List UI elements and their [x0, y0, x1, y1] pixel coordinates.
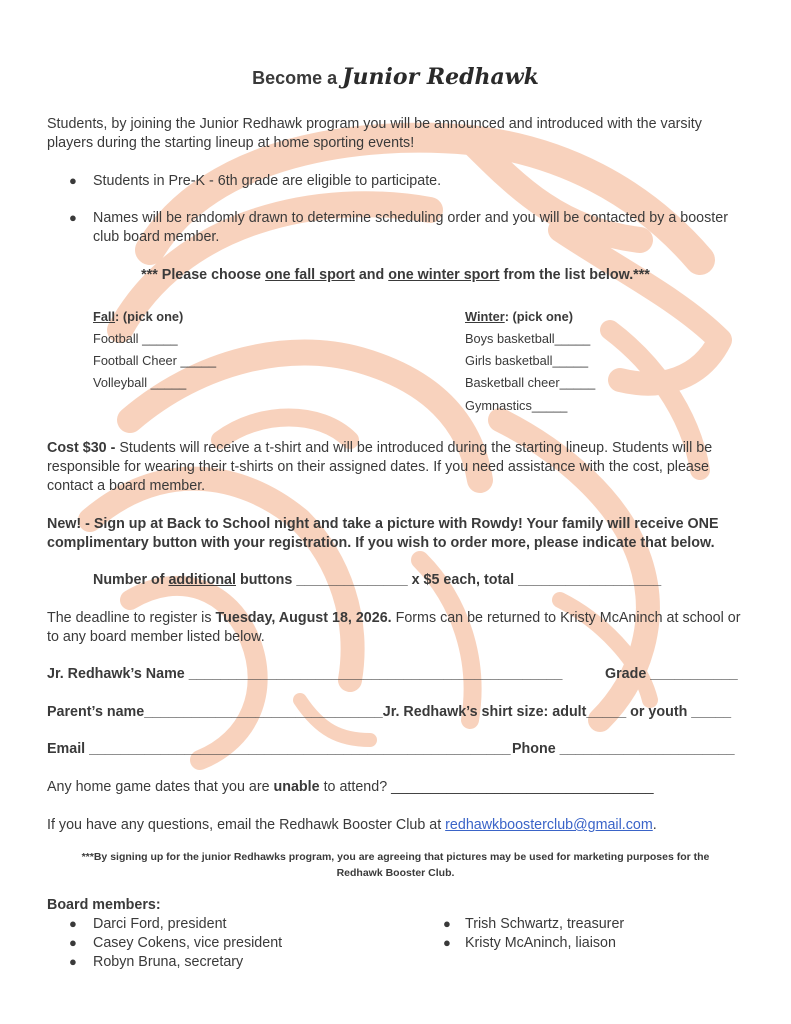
cost-text-1: Students will receive a t-shirt and will be introduced during the starting lineup. Students will be: [115, 440, 713, 456]
cost-line-2: responsible for wearing their t-shirts on their assigned dates. If you need assistance with the cost, please: [47, 459, 709, 475]
questions-post-text: .: [652, 817, 657, 833]
grade-field[interactable]: Grade ___________: [605, 666, 738, 682]
bullet-scheduling: Names will be randomly drawn to determine scheduling order and you will be contacted by a booster club board member.: [93, 210, 728, 245]
buttons-post-text: buttons ______________ x $5 each, total __________________: [235, 572, 662, 588]
booster-club-email-link[interactable]: redhawkboosterclub@gmail.com: [445, 817, 653, 833]
winter-option-girls-basketball[interactable]: Girls basketball_____: [465, 353, 589, 368]
deadline-pre-text: The deadline to register is: [47, 610, 216, 626]
board-member-item: Darci Ford, president: [93, 916, 227, 932]
winter-option-basketball-cheer[interactable]: Basketball cheer_____: [465, 375, 596, 390]
page-title: [0, 64, 791, 90]
fall-option-volleyball[interactable]: Volleyball _____: [93, 375, 187, 390]
parent-name-shirt-size-field[interactable]: Parent’s name______________________________Jr. Redhawk’s shirt size: adult_____ or youth _____: [47, 704, 732, 720]
choose-mid-text: and: [354, 267, 389, 283]
cost-label: Cost $30 -: [47, 440, 116, 456]
board-members-heading: Board members:: [47, 897, 161, 913]
fall-option-football[interactable]: Football _____: [93, 331, 178, 346]
buttons-additional-word: additional: [168, 572, 236, 588]
choose-sport-instruction: [0, 266, 791, 285]
phone-field[interactable]: Phone ______________________: [512, 741, 735, 757]
bullet-dot-icon: ●: [69, 210, 77, 225]
deadline-date: Tuesday, August 18, 2026.: [215, 610, 392, 626]
fall-option-football-cheer[interactable]: Football Cheer _____: [93, 353, 217, 368]
deadline-post-text: Forms can be returned to Kristy McAninch at school or: [391, 610, 741, 626]
bullet-dot-icon: ●: [69, 954, 77, 969]
unable-word: unable: [273, 779, 320, 795]
email-field[interactable]: Email _____________________________________________________: [47, 741, 511, 757]
bullet-dot-icon: ●: [443, 916, 451, 931]
disclaimer-line-2: Redhawk Booster Club.: [336, 867, 455, 879]
board-member-item: Robyn Bruna, secretary: [93, 954, 244, 970]
winter-heading-word: Winter: [465, 309, 505, 324]
questions-line: [47, 816, 657, 835]
title-prefix: Become a: [252, 68, 338, 88]
choose-fall-text: one fall sport: [265, 267, 355, 283]
buttons-pre-text: Number of: [93, 572, 169, 588]
unable-post-text: to attend? _________________________________: [319, 779, 654, 795]
unable-pre-text: Any home game dates that you are: [47, 779, 274, 795]
fall-heading-rest: : (pick one): [115, 309, 184, 324]
intro-paragraph: Students, by joining the Junior Redhawk program you will be announced and introduced with the varsity players during the starting lineup at home sporting events!: [47, 116, 702, 151]
bullet-dot-icon: ●: [69, 935, 77, 950]
title-script-text: Junior Redhawk: [342, 64, 539, 90]
bullet-dot-icon: ●: [69, 916, 77, 931]
deadline-line-2: to any board member listed below.: [47, 629, 265, 645]
redhawk-name-field[interactable]: Jr. Redhawk’s Name _______________________________________________: [47, 666, 563, 682]
board-member-item: Trish Schwartz, treasurer: [465, 916, 625, 932]
choose-post-text: from the list below.***: [499, 267, 650, 283]
bullet-eligibility: Students in Pre-K - 6th grade are eligible to participate.: [93, 173, 442, 189]
new-promo-line-2: complimentary button with your registration. If you wish to order more, please indicate that below.: [47, 535, 715, 551]
winter-option-boys-basketball[interactable]: Boys basketball_____: [465, 331, 591, 346]
bullet-dot-icon: ●: [69, 173, 77, 188]
fall-heading: [93, 309, 183, 324]
choose-pre-text: *** Please choose: [141, 267, 266, 283]
board-member-item: Kristy McAninch, liaison: [465, 935, 616, 951]
fall-heading-word: Fall: [93, 309, 116, 324]
cost-line-1: [47, 439, 712, 458]
cost-line-3: contact a board member.: [47, 478, 206, 494]
additional-buttons-field[interactable]: [93, 571, 661, 590]
winter-heading-rest: : (pick one): [504, 309, 573, 324]
disclaimer-line-1: ***By signing up for the junior Redhawks program, you are agreeing that pictures may be used for marketing purposes for the: [81, 851, 710, 863]
unable-dates-field[interactable]: [47, 778, 654, 797]
bullet-dot-icon: ●: [443, 935, 451, 950]
choose-winter-text: one winter sport: [388, 267, 500, 283]
winter-option-gymnastics[interactable]: Gymnastics_____: [465, 398, 568, 413]
deadline-line-1: [47, 609, 740, 628]
winter-heading: [465, 309, 573, 324]
board-member-item: Casey Cokens, vice president: [93, 935, 283, 951]
new-promo-line-1: New! - Sign up at Back to School night and take a picture with Rowdy! Your family will receive ONE: [47, 516, 719, 532]
questions-pre-text: If you have any questions, email the Redhawk Booster Club at: [47, 817, 446, 833]
